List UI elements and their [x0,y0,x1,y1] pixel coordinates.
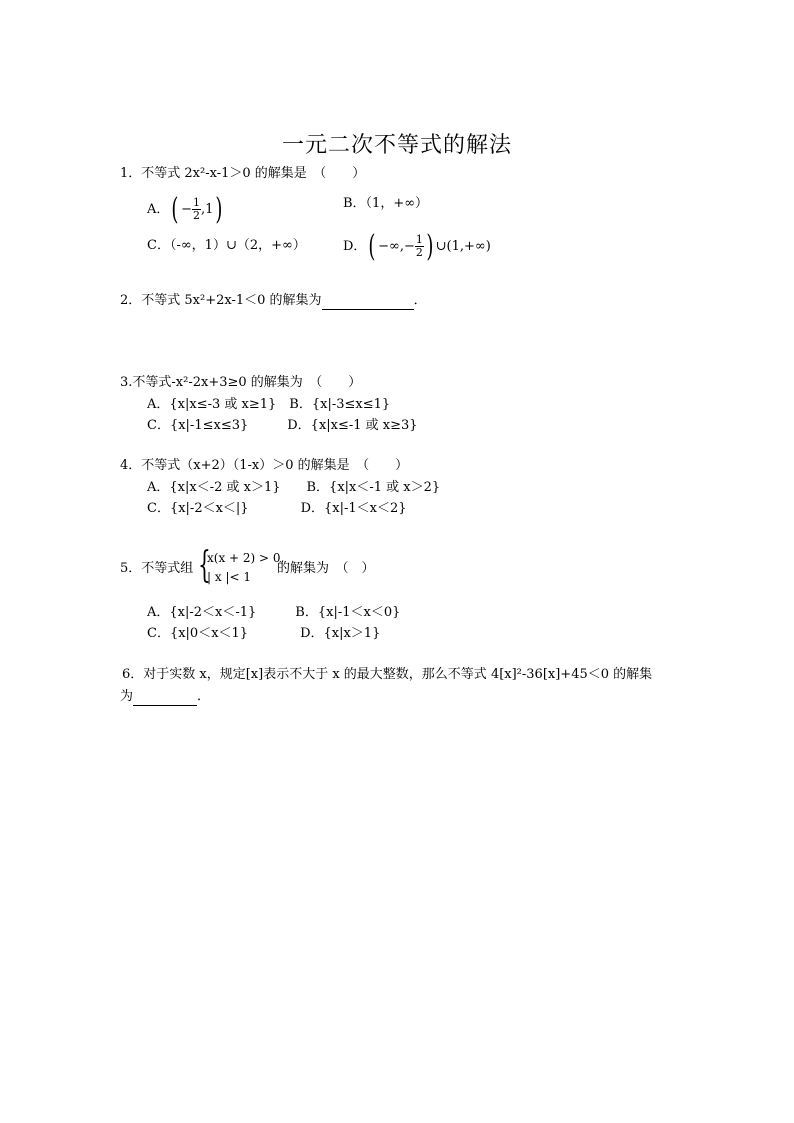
option-a-label: A． [147,202,170,217]
question-6-line-2 [120,688,210,706]
left-brace-icon: { [198,545,211,586]
fraction-denominator: 2 [415,246,423,259]
question-4-options-ab: A．{x|x＜-2 或 x＞1} B．{x|x＜-1 或 x＞2} [147,480,441,495]
option-d-tail: ∪(1,+∞) [435,239,491,254]
answer-blank[interactable] [322,295,414,310]
question-1-option-c: C．（-∞，1）∪（2，+∞） [147,238,306,253]
question-1-option-b: B．（1，+∞） [343,196,429,211]
right-paren-icon: ) [215,191,223,227]
question-3-options-cd: C．{x|-1≤x≤3} D．{x|x≤-1 或 x≥3} [147,418,418,433]
left-paren-icon: ( [368,228,376,264]
fraction-numerator: 1 [415,233,423,246]
question-2-stem: 2．不等式 5x²+2x-1＜0 的解集为 [120,293,322,308]
right-paren-icon: ) [426,228,434,264]
system-inequality-bottom: | x |< 1 [207,570,251,584]
question-5-stem-post: 的解集为 （ ） [277,561,375,576]
question-3-stem: 3.不等式-x²-2x+3≥0 的解集为 （ ） [120,375,362,390]
question-1-stem: 1．不等式 2x²-x-1＞0 的解集是 （ ） [120,166,366,181]
question-6-line-1: 6．对于实数 x，规定[x]表示不大于 x 的最大整数，那么不等式 4[x]²-36[x]+45＜0 的解集 [122,667,653,682]
question-4-options-cd: C．{x|-2＜x＜|} D．{x|-1＜x＜2} [147,501,407,516]
left-paren-icon: ( [171,191,179,227]
fraction [192,197,201,222]
answer-blank[interactable] [133,691,197,706]
option-d-label: D． [343,239,367,254]
fraction [415,234,424,259]
question-1-option-a: A．( − $\frac{1}{2}$ ,1) [147,191,223,227]
fraction-denominator: 2 [193,209,201,222]
question-6-prefix: 为 [120,689,134,704]
question-4-stem: 4．不等式（x+2）（1-x）＞0 的解集是 （ ） [120,458,409,473]
question-5-options-cd: C．{x|0＜x＜1} D．{x|x＞1} [147,626,381,641]
option-d-head: −∞,− [378,239,415,254]
question-2 [120,292,427,310]
question-6-end: ． [197,689,211,704]
question-3-options-ab: A．{x|x≤-3 或 x≥1} B．{x|-3≤x≤1} [147,397,391,412]
question-2-end: ． [413,293,427,308]
system-inequality-top: x(x + 2) > 0, [207,551,285,565]
option-a-tail: ,1 [201,202,214,217]
question-5-stem-pre: 5．不等式组 [120,561,194,576]
fraction-numerator: 1 [193,196,201,209]
question-5-options-ab: A．{x|-2＜x＜-1} B．{x|-1＜x＜0} [147,605,401,620]
page-title: 一元二次不等式的解法 [281,133,512,158]
question-1-option-d [343,230,491,264]
